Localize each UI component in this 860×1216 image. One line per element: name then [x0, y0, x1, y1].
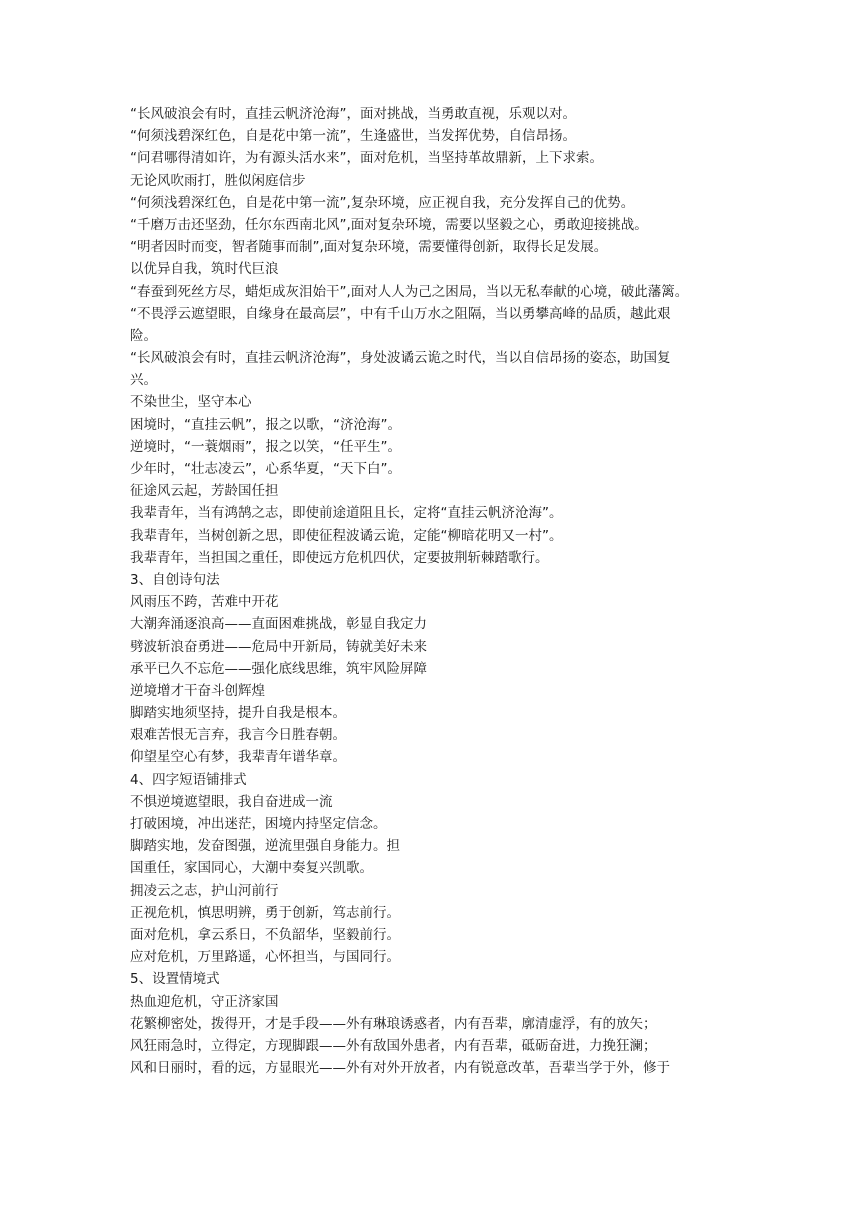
- text-line: 承平已久不忘危——强化底线思维，筑牢风险屏障: [130, 660, 427, 677]
- section-heading: 风雨压不跨，苦难中开花: [130, 594, 279, 611]
- text-line: “长风破浪会有时，直挂云帆济沧海”，面对挑战，当勇敢直视，乐观以对。: [130, 106, 576, 122]
- text-line: 我辈青年，当有鸿鹄之志，即使前途道阻且长，定将“直挂云帆济沧海”。: [130, 505, 563, 522]
- section-heading: 热血迎危机，守正济家国: [130, 993, 279, 1010]
- text-line: 花繁柳密处，拨得开，才是手段——外有琳琅诱惑者，内有吾辈，廓清虚浮，有的放矢；: [130, 1015, 657, 1032]
- section-heading: 以优异自我，筑时代巨浪: [130, 261, 279, 278]
- text-line: 劈波斩浪奋勇进——危局中开新局，铸就美好未来: [130, 638, 427, 655]
- text-line: 应对危机，万里路遥，心怀担当，与国同行。: [130, 949, 400, 966]
- text-line: “何须浅碧深红色，自是花中第一流”,复杂环境，应正视自我，充分发挥自己的优势。: [130, 194, 635, 211]
- text-line: “何须浅碧深红色，自是花中第一流”，生逢盛世，当发挥优势，自信昂扬。: [130, 128, 576, 145]
- section-heading: 征途风云起，芳龄国任担: [130, 483, 279, 500]
- text-line: 风和日丽时，看的远，方显眼光——外有对外开放者，内有锐意改革，吾辈当学于外，修于: [130, 1060, 670, 1077]
- text-line: 我辈青年，当树创新之思，即使征程波谲云诡，定能“柳暗花明又一村”。: [130, 527, 563, 544]
- text-line: 打破困境，冲出迷茫，困境内持坚定信念。: [130, 816, 387, 832]
- section-number-heading: 3、自创诗句法: [130, 571, 220, 588]
- document-body: [130, 103, 740, 1079]
- text-line: “不畏浮云遮望眼，自缘身在最高层”，中有千山万水之阻隔，当以勇攀高峰的品质，越此艰: [130, 305, 671, 322]
- section-heading: 无论风吹雨打，胜似闲庭信步: [130, 172, 306, 189]
- text-line: 风狂雨急时，立得定，方现脚跟——外有敌国外患者，内有吾辈，砥砺奋进，力挽狂澜；: [130, 1037, 657, 1054]
- text-line: 我辈青年，当担国之重任，即使远方危机四伏，定要披荆斩棘踏歌行。: [130, 549, 549, 566]
- text-line: “明者因时而变，智者随事而制”,面对复杂环境，需要懂得创新，取得长足发展。: [130, 239, 608, 256]
- text-line: 大潮奔涌逐浪高——直面困难挑战，彰显自我定力: [130, 616, 427, 633]
- text-line: 脚踏实地，发奋图强，逆流里强自身能力。担: [130, 838, 400, 855]
- section-number-heading: 4、四字短语铺排式: [130, 771, 247, 788]
- text-line: 困境时，“直挂云帆”，报之以歌，“济沧海”。: [130, 416, 401, 433]
- text-line: 险。: [130, 327, 157, 344]
- text-line: 逆境时，“一蓑烟雨”，报之以笑，“任平生”。: [130, 438, 401, 455]
- text-line: “千磨万击还坚劲，任尔东西南北风”,面对复杂环境，需要以坚毅之心，勇敢迎接挑战。: [130, 216, 648, 233]
- text-line: 仰望星空心有梦，我辈青年谱华章。: [130, 749, 346, 766]
- section-heading: 不染世尘，坚守本心: [130, 394, 252, 411]
- text-line: 少年时，“壮志凌云”，心系华夏，“天下白”。: [130, 461, 401, 477]
- section-heading: 拥凌云之志，护山河前行: [130, 882, 279, 899]
- text-line: 国重任，家国同心，大潮中奏复兴凯歌。: [130, 860, 373, 877]
- section-heading: 不惧逆境遮望眼，我自奋进成一流: [130, 793, 333, 810]
- text-line: “春蚕到死丝方尽，蜡炬成灰泪始干”,面对人人为己之困局，当以无私奉献的心境，破此藩篱。: [130, 283, 689, 300]
- section-number-heading: 5、设置情境式: [130, 971, 220, 988]
- text-line: 艰难苦恨无言弃，我言今日胜春朝。: [130, 727, 346, 744]
- text-line: 脚踏实地须坚持，提升自我是根本。: [130, 705, 346, 722]
- text-line: 面对危机，拿云系日，不负韶华，坚毅前行。: [130, 926, 400, 943]
- section-heading: 逆境增才干奋斗创辉煌: [130, 682, 265, 699]
- text-line: “长风破浪会有时，直挂云帆济沧海”，身处波谲云诡之时代，当以自信昂扬的姿态，助国复: [130, 350, 671, 367]
- text-line: 正视危机，慎思明辨，勇于创新，笃志前行。: [130, 904, 400, 921]
- text-line: “问君哪得清如许，为有源头活水来”，面对危机，当坚持革故鼎新，上下求索。: [130, 150, 603, 167]
- text-line: 兴。: [130, 372, 157, 389]
